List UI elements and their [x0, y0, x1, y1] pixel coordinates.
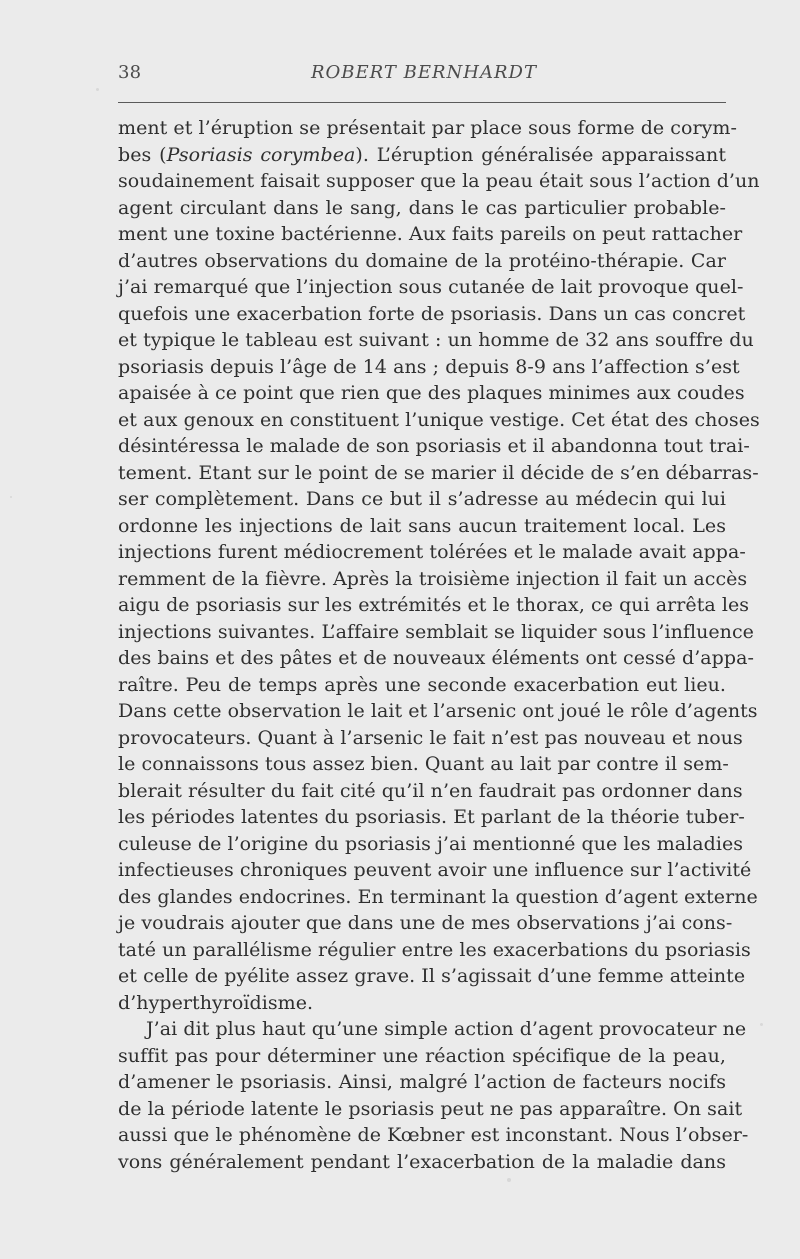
- paper-spot: [760, 1023, 763, 1026]
- paper-spot: [10, 496, 12, 498]
- text-line: blerait résulter du fait cité qu’il n’en faudrait pas ordonner dans: [118, 779, 743, 802]
- text-line: les périodes latentes du psoriasis. Et parlant de la théorie tuber-: [118, 806, 745, 828]
- text-line: et aux genoux en constituent l’unique vestige. Cet état des choses: [118, 408, 760, 431]
- text-line: Dans cette observation le lait et l’arsenic ont joué le rôle d’agents: [118, 700, 758, 722]
- text-line: tement. Etant sur le point de se marier il décide de s’en débarras-: [118, 461, 759, 484]
- text-line: ordonne les injections de lait sans aucun traitement local. Les: [118, 514, 726, 537]
- text-line: psoriasis depuis l’âge de 14 ans ; depuis 8-9 ans l’affection s’est: [118, 355, 740, 378]
- italic-term: Psoriasis corymbea: [166, 143, 356, 166]
- text-line: des glandes endocrines. En terminant la question d’agent externe: [118, 885, 758, 908]
- text-line: aussi que le phénomène de Kœbner est inconstant. Nous l’obser-: [118, 1124, 749, 1146]
- text-line: ser complètement. Dans ce but il s’adresse au médecin qui lui: [118, 488, 726, 510]
- text-line: et typique le tableau est suivant : un homme de 32 ans souffre du: [118, 329, 754, 351]
- text-line: et celle de pyélite assez grave. Il s’agissait d’une femme atteinte: [118, 965, 746, 987]
- page-header: [118, 62, 730, 92]
- text-line: des bains et des pâtes et de nouveaux éléments ont cessé d’appa-: [118, 647, 754, 669]
- text-line: suffit pas pour déterminer une réaction spécifique de la peau,: [118, 1044, 726, 1067]
- body-text: [118, 115, 760, 1175]
- text-fragment: bes (: [118, 143, 167, 166]
- text-line: vons généralement pendant l’exacerbation de la maladie dans: [118, 1150, 726, 1173]
- running-head: ROBERT BERNHARDT: [311, 62, 537, 83]
- text-line: aigu de psoriasis sur les extrémités et le thorax, ce qui arrêta les: [118, 594, 750, 616]
- text-line: soudainement faisait supposer que la peau était sous l’action d’un: [118, 170, 760, 192]
- text-line: injections furent médiocrement tolérées et le malade avait appa-: [118, 541, 746, 563]
- text-line: je voudrais ajouter que dans une de mes observations j’ai cons-: [118, 912, 733, 934]
- page-number: 38: [118, 62, 142, 83]
- text-line: culeuse de l’origine du psoriasis j’ai mentionné que les maladies: [118, 832, 744, 855]
- text-line: apaisée à ce point que rien que des plaques minimes aux coudes: [118, 382, 745, 404]
- text-line: d’amener le psoriasis. Ainsi, malgré l’action de facteurs nocifs: [118, 1071, 726, 1093]
- text-fragment: ). L’éruption généralisée apparaissant: [355, 143, 726, 166]
- text-line: agent circulant dans le sang, dans le cas particulier probable-: [118, 196, 726, 219]
- paragraph-end-line: d’hyperthyroïdisme.: [118, 991, 314, 1014]
- text-line: raître. Peu de temps après une seconde exacerbation eut lieu.: [118, 673, 726, 696]
- text-line: taté un parallélisme régulier entre les exacerbations du psoriasis: [118, 938, 751, 961]
- text-line: injections suivantes. L’affaire semblait se liquider sous l’influence: [118, 620, 754, 643]
- text-line: j’ai remarqué que l’injection sous cutanée de lait provoque quel-: [118, 276, 744, 298]
- text-line: désintéressa le malade de son psoriasis et il abandonna tout trai-: [118, 435, 750, 457]
- text-line: provocateurs. Quant à l’arsenic le fait n’est pas nouveau et nous: [118, 726, 743, 749]
- paragraph-start-line: J’ai dit plus haut qu’une simple action d’agent provocateur ne: [146, 1018, 747, 1040]
- text-line-with-italic: [118, 142, 726, 169]
- text-line: remment de la fièvre. Après la troisième injection il fait un accès: [118, 567, 748, 590]
- text-line: ment et l’éruption se présentait par place sous forme de corym-: [118, 117, 737, 139]
- paper-spot: [507, 1178, 511, 1182]
- header-rule: [118, 102, 726, 103]
- text-line: d’autres observations du domaine de la protéino-thérapie. Car: [118, 249, 726, 272]
- paper-spot: [96, 88, 99, 91]
- text-line: le connaissons tous assez bien. Quant au lait par contre il sem-: [118, 753, 729, 775]
- text-line: quefois une exacerbation forte de psoriasis. Dans un cas concret: [118, 302, 746, 325]
- text-line: ment une toxine bactérienne. Aux faits pareils on peut rattacher: [118, 223, 743, 245]
- text-line: de la période latente le psoriasis peut ne pas apparaître. On sait: [118, 1097, 743, 1120]
- text-line: infectieuses chroniques peuvent avoir une influence sur l’activité: [118, 859, 752, 881]
